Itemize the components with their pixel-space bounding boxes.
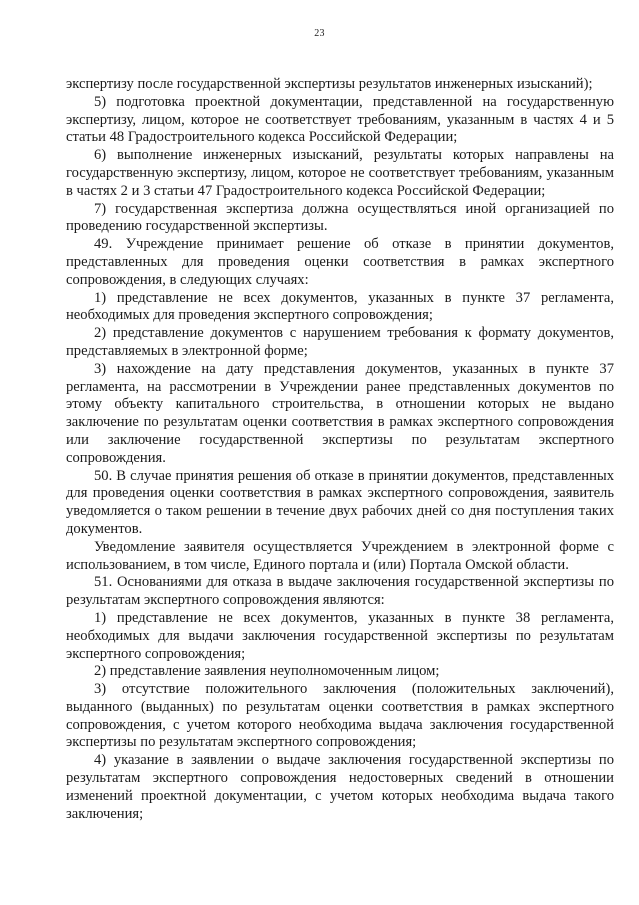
document-body bbox=[66, 76, 614, 823]
paragraph-49-item-1: 1) представление не всех документов, указанных в пункте 37 регламента, необходимых для проведения экспертного сопровождения; bbox=[66, 289, 614, 324]
paragraph-item-7: 7) государственная экспертиза должна осуществляться иной организацией по проведению государственной экспертизы. bbox=[66, 200, 614, 235]
page-number: 23 bbox=[314, 28, 325, 39]
paragraph-51-item-3: 3) отсутствие положительного заключения (положительных заключений), выданного (выданных) по результатам оценки соответствия в рамках экспертного сопровождения, с учетом которого необходима выдача заключения государственной экспертизы по результатам экспертного сопровождения; bbox=[66, 681, 614, 751]
paragraph-item-5: 5) подготовка проектной документации, представленной на государственную экспертизу, лицом, которое не соответствует требованиям, указанным в частях 4 и 5 статьи 48 Градостроительного кодекса Российской Федерации; bbox=[66, 93, 614, 146]
paragraph-clause-49: 49. Учреждение принимает решение об отказе в принятии документов, представленных для проведения оценки соответствия в рамках экспертного сопровождения, в следующих случаях: bbox=[66, 236, 614, 288]
paragraph-49-item-2: 2) представление документов с нарушением требования к формату документов, представляемых в электронной форме; bbox=[66, 325, 614, 359]
paragraph-item-6: 6) выполнение инженерных изысканий, результаты которых направлены на государственную экспертизу, лицом, которое не соответствует требованиям, указанным в частях 2 и 3 статьи 47 Градостроительного кодекса Российской Федерации; bbox=[66, 147, 614, 199]
paragraph-clause-51: 51. Основаниями для отказа в выдаче заключения государственной экспертизы по результатам экспертного сопровождения являются: bbox=[66, 574, 614, 609]
paragraph-51-item-1: 1) представление не всех документов, указанных в пункте 38 регламента, необходимых для выдачи заключения государственной экспертизы по результатам экспертного сопровождения; bbox=[66, 609, 614, 662]
paragraph-clause-50: 50. В случае принятия решения об отказе в принятии документов, представленных для проведения оценки соответствия в рамках экспертного сопровождения, заявитель уведомляется о таком решении в течение двух рабочих дней со дня поступления таких документов. bbox=[66, 467, 614, 537]
paragraph-51-item-2: 2) представление заявления неуполномоченным лицом; bbox=[94, 663, 440, 680]
paragraph-continuation: экспертизу после государственной экспертизы результатов инженерных изысканий); bbox=[66, 76, 593, 92]
paragraph-notification: Уведомление заявителя осуществляется Учреждением в электронной форме с использованием, в том числе, Единого портала и (или) Портала Омской области. bbox=[66, 538, 614, 573]
paragraph-51-item-4: 4) указание в заявлении о выдаче заключения государственной экспертизы по результатам экспертного сопровождения недостоверных сведений в отношении изменений проектной документации, с учетом которых необходима выдача такого заключения; bbox=[66, 752, 614, 822]
paragraph-49-item-3: 3) нахождение на дату представления документов, указанных в пункте 37 регламента, на рассмотрении в Учреждении ранее представленных документов по этому объекту капитального строительства, в отношении которых не выдано заключение по результатам оценки соответствия в рамках экспертного сопровождения или заключение государственной экспертизы по результатам экспертного сопровождения. bbox=[66, 360, 614, 466]
